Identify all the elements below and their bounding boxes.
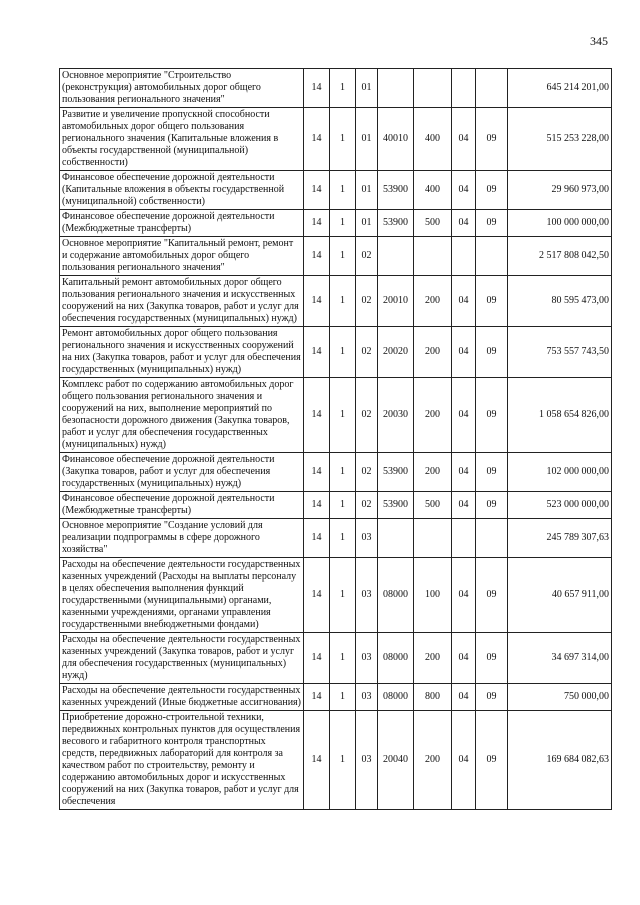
target-article-cell: 53900 [378, 171, 414, 210]
page-number: 345 [590, 34, 608, 48]
expense-type-cell: 200 [414, 327, 452, 378]
code-cell: 14 [304, 171, 330, 210]
table-body [60, 69, 612, 810]
amount-cell: 34 697 314,00 [508, 633, 612, 684]
section-cell: 04 [452, 684, 476, 711]
amount-cell: 40 657 911,00 [508, 558, 612, 633]
table-row [60, 276, 612, 327]
section-cell: 04 [452, 378, 476, 453]
target-article-cell: 20040 [378, 711, 414, 810]
expense-type-cell [414, 69, 452, 108]
expense-type-cell: 500 [414, 492, 452, 519]
expense-type-cell [414, 519, 452, 558]
subsection-cell: 09 [476, 453, 508, 492]
code-cell: 1 [330, 69, 356, 108]
code-cell: 14 [304, 378, 330, 453]
subsection-cell [476, 519, 508, 558]
code-cell: 03 [356, 558, 378, 633]
code-cell: 03 [356, 684, 378, 711]
amount-cell: 645 214 201,00 [508, 69, 612, 108]
expense-name-cell: Основное мероприятие "Строительство (реконструкция) автомобильных дорог общего пользования регионального значения" [60, 69, 304, 108]
section-cell [452, 519, 476, 558]
code-cell: 02 [356, 378, 378, 453]
subsection-cell [476, 237, 508, 276]
expense-type-cell: 200 [414, 711, 452, 810]
expense-name-cell: Развитие и увеличение пропускной способности автомобильных дорог общего пользования регионального значения (Капитальные вложения в объекты государственной (муниципальной) собственности) [60, 108, 304, 171]
code-cell: 03 [356, 633, 378, 684]
table-row [60, 558, 612, 633]
code-cell: 02 [356, 492, 378, 519]
amount-cell: 515 253 228,00 [508, 108, 612, 171]
target-article-cell: 53900 [378, 492, 414, 519]
amount-cell: 169 684 082,63 [508, 711, 612, 810]
table-row [60, 69, 612, 108]
subsection-cell: 09 [476, 492, 508, 519]
code-cell: 1 [330, 492, 356, 519]
code-cell: 1 [330, 171, 356, 210]
code-cell: 1 [330, 558, 356, 633]
expense-name-cell: Комплекс работ по содержанию автомобильных дорог общего пользования регионального значения и сооружений на них, выполнение мероприятий по безопасности дорожного движения (Закупка товаров, работ и услуг для обеспечения государственных (муниципальных) нужд) [60, 378, 304, 453]
table-row [60, 453, 612, 492]
code-cell: 1 [330, 210, 356, 237]
expense-name-cell: Расходы на обеспечение деятельности государственных казенных учреждений (Закупка товаров, работ и услуг для обеспечения государственных (муниципальных) нужд) [60, 633, 304, 684]
code-cell: 01 [356, 210, 378, 237]
code-cell: 14 [304, 492, 330, 519]
target-article-cell: 20030 [378, 378, 414, 453]
expense-type-cell: 200 [414, 378, 452, 453]
section-cell [452, 69, 476, 108]
code-cell: 1 [330, 276, 356, 327]
code-cell: 14 [304, 210, 330, 237]
code-cell: 1 [330, 378, 356, 453]
expense-type-cell [414, 237, 452, 276]
expense-type-cell: 400 [414, 108, 452, 171]
section-cell: 04 [452, 327, 476, 378]
subsection-cell: 09 [476, 171, 508, 210]
target-article-cell [378, 519, 414, 558]
expense-name-cell: Финансовое обеспечение дорожной деятельности (Межбюджетные трансферты) [60, 210, 304, 237]
expense-name-cell: Ремонт автомобильных дорог общего пользования регионального значения и искусственных сооружений на них (Закупка товаров, работ и услуг для обеспечения государственных (муниципальных) нужд) [60, 327, 304, 378]
table-row [60, 492, 612, 519]
code-cell: 14 [304, 237, 330, 276]
section-cell: 04 [452, 171, 476, 210]
subsection-cell: 09 [476, 108, 508, 171]
expense-type-cell: 800 [414, 684, 452, 711]
target-article-cell [378, 69, 414, 108]
code-cell: 1 [330, 633, 356, 684]
code-cell: 14 [304, 69, 330, 108]
code-cell: 14 [304, 684, 330, 711]
table-row [60, 327, 612, 378]
code-cell: 02 [356, 453, 378, 492]
target-article-cell: 53900 [378, 453, 414, 492]
table-row [60, 378, 612, 453]
subsection-cell: 09 [476, 633, 508, 684]
code-cell: 1 [330, 711, 356, 810]
expense-name-cell: Капитальный ремонт автомобильных дорог общего пользования регионального значения и искусственных сооружений на них (Закупка товаров, работ и услуг для обеспечения государственных (муниципальных) нужд) [60, 276, 304, 327]
table-row [60, 108, 612, 171]
code-cell: 01 [356, 108, 378, 171]
code-cell: 02 [356, 237, 378, 276]
code-cell: 14 [304, 711, 330, 810]
subsection-cell: 09 [476, 276, 508, 327]
expense-name-cell: Приобретение дорожно-строительной техники, передвижных контрольных пунктов для осуществления весового и габаритного контроля транспортных средств, передвижных лабораторий для контроля за качеством работ по строительству, ремонту и содержанию автомобильных дорог и искусственных сооружений на них (Закупка товаров, работ и услуг для обеспечения [60, 711, 304, 810]
subsection-cell: 09 [476, 684, 508, 711]
target-article-cell [378, 237, 414, 276]
code-cell: 02 [356, 327, 378, 378]
code-cell: 01 [356, 171, 378, 210]
table-row [60, 684, 612, 711]
table-row [60, 711, 612, 810]
code-cell: 1 [330, 108, 356, 171]
expense-name-cell: Финансовое обеспечение дорожной деятельности (Закупка товаров, работ и услуг для обеспечения государственных (муниципальных) нужд) [60, 453, 304, 492]
code-cell: 14 [304, 108, 330, 171]
code-cell: 03 [356, 519, 378, 558]
code-cell: 1 [330, 327, 356, 378]
expense-name-cell: Финансовое обеспечение дорожной деятельности (Капитальные вложения в объекты государственной (муниципальной) собственности) [60, 171, 304, 210]
target-article-cell: 40010 [378, 108, 414, 171]
subsection-cell: 09 [476, 711, 508, 810]
target-article-cell: 08000 [378, 558, 414, 633]
expense-type-cell: 200 [414, 453, 452, 492]
section-cell: 04 [452, 276, 476, 327]
table-row [60, 633, 612, 684]
amount-cell: 80 595 473,00 [508, 276, 612, 327]
expense-type-cell: 100 [414, 558, 452, 633]
target-article-cell: 08000 [378, 684, 414, 711]
expense-name-cell: Основное мероприятие "Капитальный ремонт, ремонт и содержание автомобильных дорог общего пользования регионального значения" [60, 237, 304, 276]
code-cell: 14 [304, 327, 330, 378]
code-cell: 1 [330, 519, 356, 558]
section-cell: 04 [452, 453, 476, 492]
code-cell: 03 [356, 711, 378, 810]
subsection-cell: 09 [476, 327, 508, 378]
section-cell: 04 [452, 711, 476, 810]
amount-cell: 523 000 000,00 [508, 492, 612, 519]
subsection-cell: 09 [476, 210, 508, 237]
target-article-cell: 08000 [378, 633, 414, 684]
budget-table [59, 68, 612, 810]
amount-cell: 29 960 973,00 [508, 171, 612, 210]
section-cell: 04 [452, 492, 476, 519]
code-cell: 14 [304, 558, 330, 633]
target-article-cell: 53900 [378, 210, 414, 237]
section-cell: 04 [452, 558, 476, 633]
code-cell: 14 [304, 633, 330, 684]
amount-cell: 750 000,00 [508, 684, 612, 711]
expense-type-cell: 200 [414, 633, 452, 684]
section-cell [452, 237, 476, 276]
code-cell: 1 [330, 453, 356, 492]
amount-cell: 2 517 808 042,50 [508, 237, 612, 276]
expense-type-cell: 500 [414, 210, 452, 237]
code-cell: 1 [330, 684, 356, 711]
subsection-cell: 09 [476, 558, 508, 633]
expense-name-cell: Основное мероприятие "Создание условий для реализации подпрограммы в сфере дорожного хозяйства" [60, 519, 304, 558]
subsection-cell [476, 69, 508, 108]
section-cell: 04 [452, 108, 476, 171]
amount-cell: 753 557 743,50 [508, 327, 612, 378]
table-row [60, 210, 612, 237]
table-row [60, 171, 612, 210]
subsection-cell: 09 [476, 378, 508, 453]
section-cell: 04 [452, 633, 476, 684]
expense-name-cell: Расходы на обеспечение деятельности государственных казенных учреждений (Иные бюджетные ассигнования) [60, 684, 304, 711]
code-cell: 1 [330, 237, 356, 276]
table-row [60, 519, 612, 558]
code-cell: 02 [356, 276, 378, 327]
amount-cell: 100 000 000,00 [508, 210, 612, 237]
table-row [60, 237, 612, 276]
code-cell: 14 [304, 453, 330, 492]
target-article-cell: 20010 [378, 276, 414, 327]
target-article-cell: 20020 [378, 327, 414, 378]
code-cell: 01 [356, 69, 378, 108]
code-cell: 14 [304, 519, 330, 558]
expense-type-cell: 200 [414, 276, 452, 327]
code-cell: 14 [304, 276, 330, 327]
expense-name-cell: Финансовое обеспечение дорожной деятельности (Межбюджетные трансферты) [60, 492, 304, 519]
amount-cell: 102 000 000,00 [508, 453, 612, 492]
expense-name-cell: Расходы на обеспечение деятельности государственных казенных учреждений (Расходы на выплаты персоналу в целях обеспечения выполнения функций государственными (муниципальными) органами, казенными учреждениями, органами управления государственными внебюджетными фондами) [60, 558, 304, 633]
amount-cell: 1 058 654 826,00 [508, 378, 612, 453]
section-cell: 04 [452, 210, 476, 237]
amount-cell: 245 789 307,63 [508, 519, 612, 558]
expense-type-cell: 400 [414, 171, 452, 210]
